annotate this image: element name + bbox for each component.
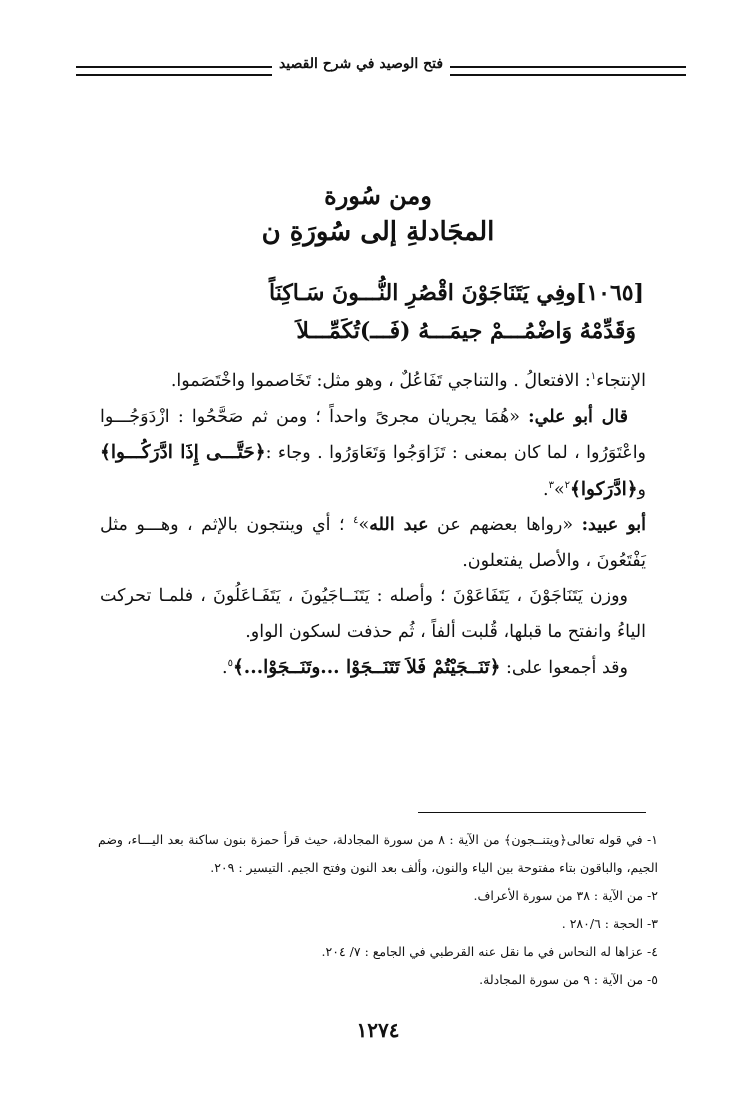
footnote-2: ٢- من الآية : ٣٨ من سورة الأعراف.: [473, 888, 658, 903]
footnote-separator: [418, 812, 646, 813]
footnote-ref-1[interactable]: ١: [590, 371, 597, 383]
footnote-3: ٣- الحجة : ٢٨٠/٦ .: [561, 916, 658, 931]
speaker-abu-ubaid: أبو عبيد:: [581, 515, 647, 535]
footnotes: [98, 826, 658, 994]
running-header: [76, 54, 686, 80]
footnote-5: ٥- من الآية : ٩ من سورة المجادلة.: [479, 972, 658, 987]
paragraph-2: قال أبو علي: «هُمَا يجريان مجرىً واحداً ؛ ومن ثم صَحَّحُوا : ازْدَوَجُـــوا واعْتَوَرُوا ، لما كان بمعنى : تَزَاوَجُوا وَتَعَاوَرُوا . وجاء :﴿حَتَّـــى إِذَا ادَّرَكُـــوا﴾ و﴿ادَّرَكوا﴾$^٢$»$^٣$.: [100, 406, 647, 500]
verse-line-1: [269, 280, 644, 306]
footnote-ref-3[interactable]: ٣: [548, 479, 554, 491]
quran-quote: ﴿ادَّرَكوا﴾: [570, 478, 638, 500]
name-abdullah: عبد الله: [369, 515, 429, 535]
footnote-ref-2[interactable]: ٢: [564, 479, 571, 491]
chapter-title: [0, 178, 756, 250]
page-number: ١٢٧٤: [356, 1018, 400, 1042]
quran-quote: ﴿حَتَّـــى إِذَا ادَّرَكُـــوا﴾: [100, 442, 266, 463]
header-rule-right: [450, 66, 686, 76]
paragraph-5: وقد أجمعوا على: ﴿تَنَــجَيْتُمْ فَلاَ تَتَنَــجَوْا ...وتَنَــجَوْا...﴾$^٥$.: [222, 657, 628, 678]
quran-quote: ﴿تَنَــجَيْتُمْ فَلاَ تَتَنَــجَوْا ...وتَنَــجَوْا...﴾: [232, 657, 501, 678]
running-header-title: فتح الوصيد في شرح القصيد: [278, 56, 444, 72]
chapter-title-line1: ومن سُورة: [324, 181, 432, 210]
footnote-1: ١- في قوله تعالى﴿ويتنــجون﴾ من الآية : ٨ من سورة المجادلة، حيث قرأ حمزة بنون ساكنة بعد اليـــاء، وضم الجيم، والباقون بتاء مفتوحة بين الياء والنون، وألف بعد النون وفتح الجيم. التيسير : ٢٠٩.: [98, 832, 658, 875]
commentary-body: [100, 364, 646, 687]
speaker-abu-ali: قال أبو علي:: [528, 406, 628, 427]
footnote-ref-5[interactable]: ٥: [227, 658, 233, 670]
paragraph-1: الإنتجاء$^١$: الافتعالُ . والتناجي تَفَاعُلٌ ، وهو مثل: تَخَاصموا واخْتَصَموا.: [170, 371, 646, 391]
verse-number: [١٠٦٥]: [575, 280, 644, 306]
header-rule-left: [76, 66, 272, 76]
paragraph-4: ووزن يَتَنَاجَوْنَ ، يَتَفَاعَوْنَ ؛ وأصله : يَتَنَــاجَيُونَ ، يَتَفَـاعَلُونَ ، فلمـا تحركت الياءُ وانفتح ما قبلها، قُلبت ألفاً ، ثُم حذفت لسكون الواو.: [100, 586, 646, 642]
footnote-4: ٤- عزاها له النحاس في ما نقل عنه القرطبي في الجامع : ٧/ ٢٠٤.: [321, 944, 658, 959]
verse-line-2: وَقَدِّمْهُ وَاضْمُـــمْ جيمَـــهُ (فَـــ)تُكَمِّـــلاَ: [296, 318, 636, 344]
chapter-title-line2: المجَادلةِ إلى سُورَةِ ن: [261, 217, 495, 247]
verse-first-hemistich: وفِي يَتَنَاجَوْنَ اقْصُرِ النُّـــونَ سَـاكِنَاً: [268, 280, 576, 306]
footnote-ref-4[interactable]: ٤: [353, 515, 359, 527]
paragraph-3: أبو عبيد: «رواها بعضهم عن عبد الله»$^٤$ ؛ أي وينتجون بالإثم ، وهـــو مثل يَفْتَعُونَ ، والأصل يفتعلون.: [100, 515, 647, 571]
